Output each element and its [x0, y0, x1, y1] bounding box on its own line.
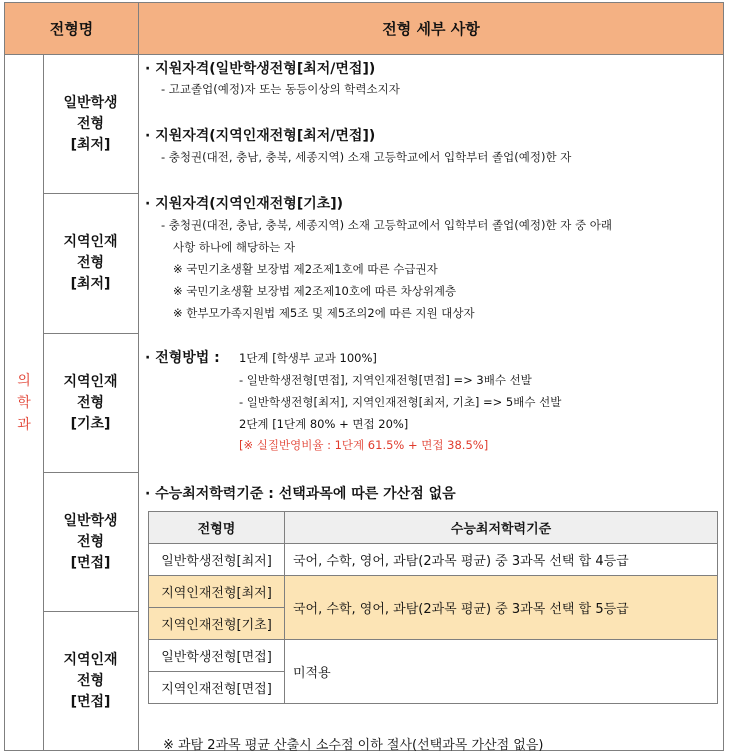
table-header-row — [149, 512, 718, 544]
row-type-line: 지역인재 — [63, 234, 118, 250]
table-cell-value: 미적용 — [285, 640, 718, 704]
row-type-line: 일반학생 — [63, 512, 118, 529]
row-type-line: 전형 — [76, 115, 105, 132]
department-cell — [5, 55, 44, 750]
table-cell-name: 지역인재전형[최저] — [149, 576, 285, 608]
section-title: · 전형방법 : — [145, 350, 220, 366]
eligibility-note: ※ 국민기초생활 보장법 제2조제10호에 따른 차상위계층 — [173, 284, 457, 298]
row-type-line: 전형 — [76, 255, 105, 271]
table-row — [149, 640, 718, 672]
row-type-regional-interview — [43, 612, 139, 750]
section-title: · 지원자격(지역인재전형[최저/면접]) — [145, 128, 376, 144]
eligibility-line: - 고교졸업(예정)자 또는 동등이상의 학력소지자 — [161, 82, 400, 96]
table-row — [149, 576, 718, 608]
table-row — [149, 544, 718, 576]
table-header: 수능최저학력기준 — [285, 512, 718, 544]
table-cell-name: 일반학생전형[면접] — [149, 640, 285, 672]
row-type-line: [기초] — [70, 415, 111, 432]
row-type-line: [최저] — [70, 276, 111, 292]
row-type-regional-basic — [43, 334, 139, 473]
row-type-line: 전형 — [76, 672, 105, 689]
section-title: · 지원자격(일반학생전형[최저/면접]) — [145, 61, 376, 77]
table-cell-name: 일반학생전형[최저] — [149, 544, 285, 576]
csat-min-table — [148, 511, 718, 704]
eligibility-note: ※ 한부모가족지원법 제5조 및 제5조의2에 따른 지원 대상자 — [173, 306, 475, 320]
table-cell-value: 국어, 수학, 영어, 과탐(2과목 평균) 중 3과목 선택 합 4등급 — [285, 544, 718, 576]
row-type-line: 일반학생 — [63, 94, 118, 111]
row-type-regional-min — [43, 194, 139, 334]
row-type-general-min — [43, 55, 139, 194]
eligibility-note: ※ 국민기초생활 보장법 제2조제1호에 따른 수급권자 — [173, 262, 438, 276]
footnote: ※ 과탐 2과목 평균 산출시 소수점 이하 절사(선택과목 가산점 없음) — [163, 738, 544, 753]
eligibility-line: 사항 하나에 해당하는 자 — [173, 240, 296, 254]
stage-1: 1단계 [학생부 교과 100%] — [239, 351, 377, 365]
row-type-line: 전형 — [76, 394, 105, 411]
details-content — [139, 55, 723, 753]
row-type-line: 지역인재 — [63, 651, 118, 668]
table-cell-name: 지역인재전형[면접] — [149, 672, 285, 704]
stage-1-detail: - 일반학생전형[면접], 지역인재전형[면접] => 3배수 선발 — [239, 373, 532, 387]
eligibility-line: - 충청권(대전, 충남, 충북, 세종지역) 소재 고등학교에서 입학부터 졸업(예정)한 자 — [161, 150, 572, 164]
row-type-line: 지역인재 — [63, 373, 118, 390]
row-type-line: [면접] — [70, 693, 111, 710]
table-header: 전형명 — [149, 512, 285, 544]
row-type-line: [최저] — [70, 136, 111, 153]
header-type-name: 전형명 — [5, 3, 139, 55]
actual-ratio: [※ 실질반영비율 : 1단계 61.5% + 면접 38.5%] — [239, 438, 489, 452]
stage-2: 2단계 [1단계 80% + 면접 20%] — [239, 417, 409, 431]
section-title: · 수능최저학력기준 : 선택과목에 따른 가산점 없음 — [145, 486, 456, 502]
eligibility-line: - 충청권(대전, 충남, 충북, 세종지역) 소재 고등학교에서 입학부터 졸업(예정)한 자 중 아래 — [161, 218, 612, 232]
row-type-line: 전형 — [76, 533, 105, 550]
table-cell-value: 국어, 수학, 영어, 과탐(2과목 평균) 중 3과목 선택 합 5등급 — [285, 576, 718, 640]
section-title: · 지원자격(지역인재전형[기초]) — [145, 196, 344, 212]
department-label: 의학과 — [17, 372, 31, 433]
header-details: 전형 세부 사항 — [139, 3, 723, 55]
table-cell-name: 지역인재전형[기초] — [149, 608, 285, 640]
row-type-general-interview — [43, 473, 139, 612]
admission-table — [4, 2, 724, 751]
stage-1-detail: - 일반학생전형[최저], 지역인재전형[최저, 기초] => 5배수 선발 — [239, 395, 562, 409]
row-type-line: [면접] — [70, 554, 111, 571]
